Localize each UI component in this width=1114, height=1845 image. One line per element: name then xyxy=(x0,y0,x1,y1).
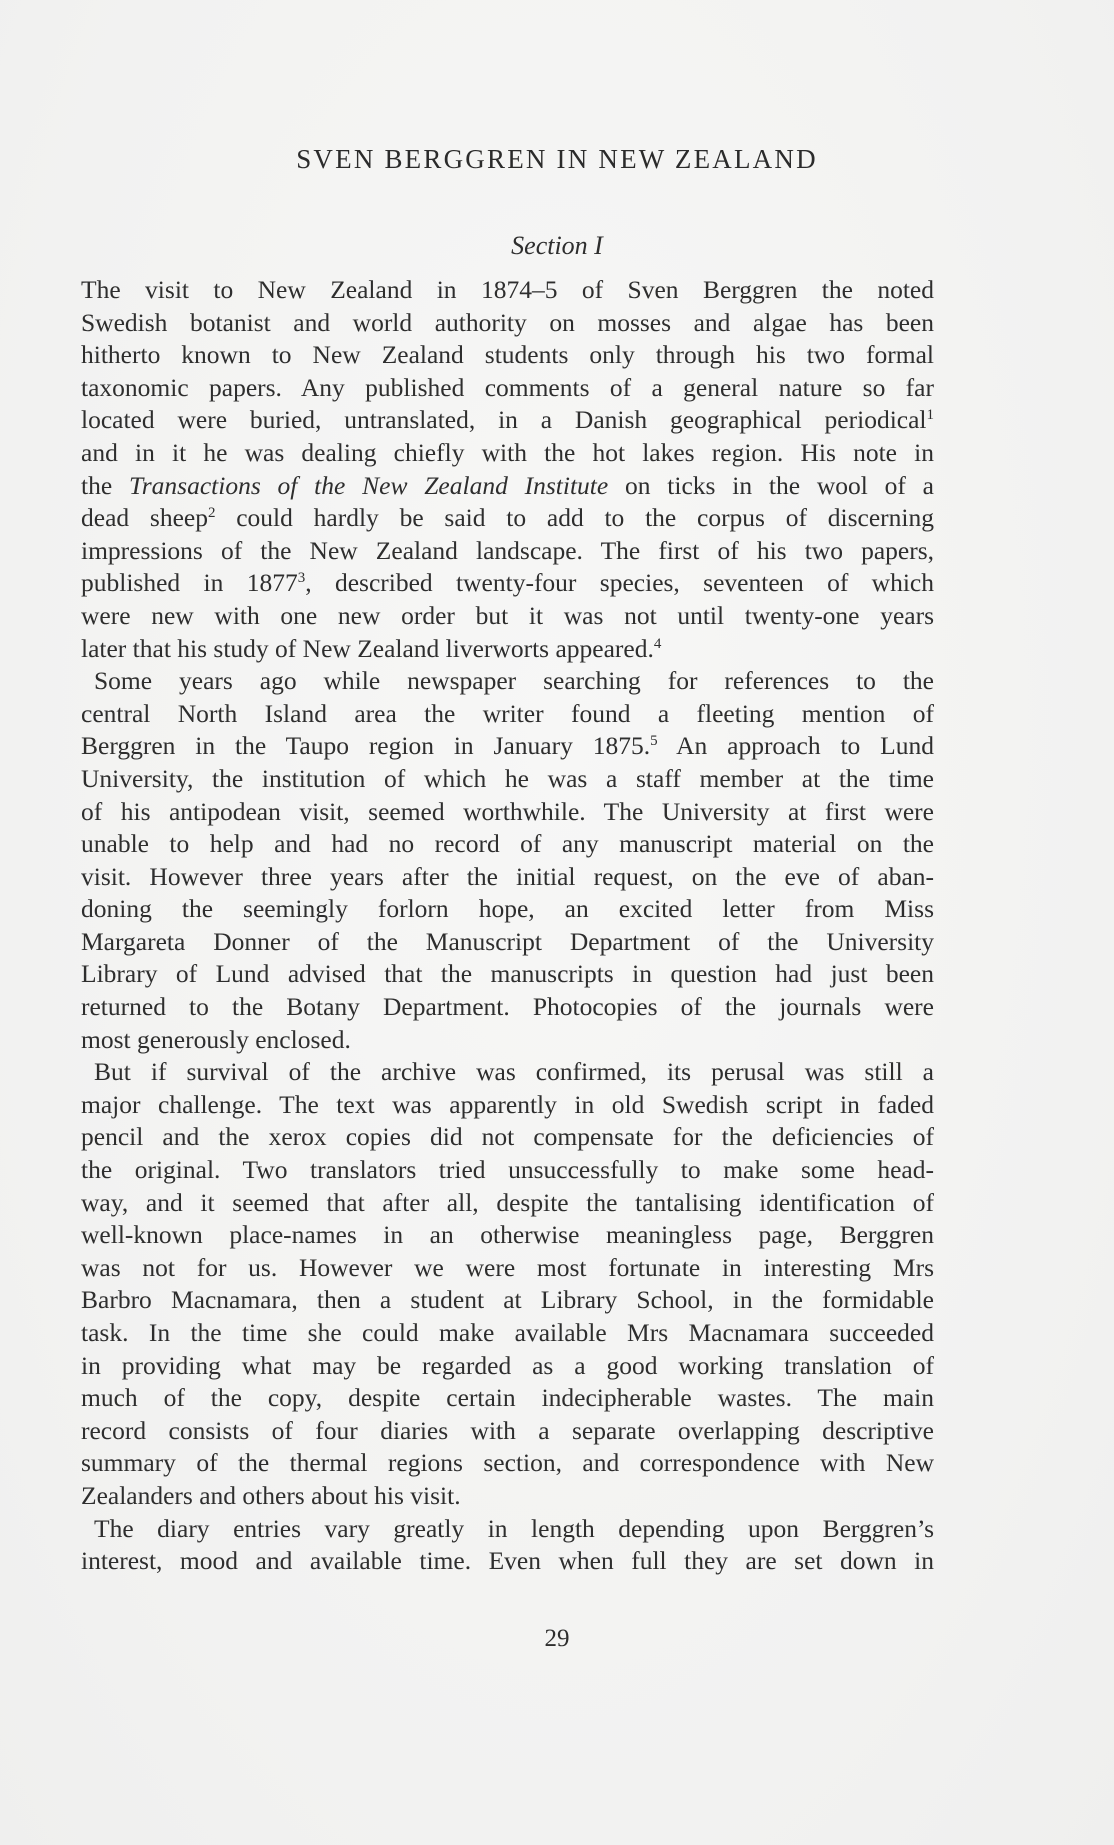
line-text: hitherto known to New Zealand students only through his two formal xyxy=(81,340,934,370)
text-line xyxy=(81,307,934,340)
text-line xyxy=(81,1350,934,1383)
line-text: record consists of four diaries with a separate overlapping descriptive xyxy=(81,1415,934,1445)
text-line xyxy=(81,828,934,861)
page-number: 29 xyxy=(544,1625,570,1652)
line-text: Margareta Donner of the Manuscript Department of the University xyxy=(81,926,934,956)
text-line xyxy=(81,502,934,535)
text-line xyxy=(81,470,934,503)
line-text: later that his study of New Zealand liverworts appeared. xyxy=(81,633,654,663)
line-text: much of the copy, despite certain indecipherable wastes. The main xyxy=(81,1383,934,1413)
text-line xyxy=(81,1121,934,1154)
line-text: unable to help and had no record of any manuscript material on the xyxy=(81,829,934,859)
line-text: Barbro Macnamara, then a student at Library School, in the formidable xyxy=(81,1285,934,1315)
line-text: on ticks in the wool of a xyxy=(608,470,934,500)
text-line xyxy=(81,1447,934,1480)
text-line xyxy=(81,1284,934,1317)
text-line xyxy=(81,535,934,568)
line-text: The visit to New Zealand in 1874–5 of Sven Berggren the noted xyxy=(81,275,934,304)
line-text: Swedish botanist and world authority on mosses and algae has been xyxy=(81,307,934,337)
line-text: doning the seemingly forlorn hope, an excited letter from Miss xyxy=(81,894,934,924)
body-text xyxy=(81,274,934,1578)
line-text: summary of the thermal regions section, and correspondence with New xyxy=(81,1448,934,1478)
text-line xyxy=(81,339,934,372)
journal-title-italic: Transactions of the New Zealand Institute xyxy=(128,470,609,500)
line-text: in providing what may be regarded as a good working translation of xyxy=(81,1350,934,1380)
text-line xyxy=(81,1089,934,1122)
text-line xyxy=(81,274,934,307)
text-line xyxy=(81,1317,934,1350)
line-text: of his antipodean visit, seemed worthwhile. The University at first were xyxy=(81,796,934,826)
text-line xyxy=(81,1415,934,1448)
text-line xyxy=(81,1219,934,1252)
line-text: University, the institution of which he was a staff member at the time xyxy=(81,763,934,793)
line-text: The diary entries vary greatly in length depending upon Berggren’s xyxy=(94,1513,934,1543)
text-line xyxy=(81,633,934,666)
line-text: interest, mood and available time. Even when full they are set down in xyxy=(81,1546,934,1576)
text-line xyxy=(81,893,934,926)
line-text: Zealanders and others about his visit. xyxy=(81,1480,461,1510)
line-text: and in it he was dealing chiefly with the hot lakes region. His note in xyxy=(81,437,934,467)
text-line xyxy=(81,958,934,991)
text-line xyxy=(81,665,934,698)
line-text: impressions of the New Zealand landscape. The first of his two papers, xyxy=(81,535,934,565)
section-heading: Section I xyxy=(511,231,603,260)
line-text: central North Island area the writer found a fleeting mention of xyxy=(81,698,934,728)
text-line xyxy=(81,600,934,633)
text-line xyxy=(81,1480,934,1513)
text-line xyxy=(81,437,934,470)
text-line xyxy=(81,372,934,405)
line-text: the xyxy=(81,470,129,500)
line-text: Berggren in the Taupo region in January 1875. xyxy=(81,731,651,761)
line-text: located were buried, untranslated, in a Danish geographical periodical xyxy=(81,405,927,435)
text-line xyxy=(81,1154,934,1187)
line-text: was not for us. However we were most fortunate in interesting Mrs xyxy=(81,1252,934,1282)
text-line xyxy=(81,763,934,796)
text-line xyxy=(81,1024,934,1057)
footnote-marker[interactable]: 2 xyxy=(207,505,216,522)
line-text: well-known place-names in an otherwise meaningless page, Berggren xyxy=(81,1220,934,1250)
text-line xyxy=(81,991,934,1024)
text-line xyxy=(81,404,934,437)
line-text: most generously enclosed. xyxy=(81,1024,351,1054)
text-line xyxy=(81,1056,934,1089)
text-line xyxy=(81,698,934,731)
line-text: returned to the Botany Department. Photocopies of the journals were xyxy=(81,992,934,1022)
footnote-marker[interactable]: 5 xyxy=(650,733,658,750)
text-line xyxy=(81,730,934,763)
text-line xyxy=(81,567,934,600)
line-text: task. In the time she could make available Mrs Macnamara succeeded xyxy=(81,1318,934,1347)
line-text: visit. However three years after the initial request, on the eve of aban- xyxy=(81,861,934,891)
text-line xyxy=(81,861,934,894)
line-text: An approach to Lund xyxy=(657,731,934,761)
text-line xyxy=(81,796,934,829)
line-text: the original. Two translators tried unsuccessfully to make some head- xyxy=(81,1155,934,1185)
footnote-marker[interactable]: 4 xyxy=(653,635,662,652)
line-text: taxonomic papers. Any published comments of a general nature so far xyxy=(81,372,934,402)
text-line xyxy=(81,1545,934,1578)
line-text: Library of Lund advised that the manuscripts in question had just been xyxy=(81,959,934,989)
line-text: , described twenty-four species, seventeen of which xyxy=(305,568,934,598)
text-line xyxy=(81,1513,934,1546)
text-line xyxy=(81,1252,934,1285)
line-text: But if survival of the archive was confirmed, its perusal was still a xyxy=(94,1057,934,1087)
text-line xyxy=(81,1187,934,1220)
line-text: Some years ago while newspaper searching for references to the xyxy=(94,666,934,696)
line-text: published in 1877 xyxy=(81,568,298,598)
text-line xyxy=(81,926,934,959)
text-line xyxy=(81,1382,934,1415)
footnote-marker[interactable]: 1 xyxy=(926,407,934,424)
footnote-marker[interactable]: 3 xyxy=(297,570,306,587)
line-text: major challenge. The text was apparently in old Swedish script in faded xyxy=(81,1089,934,1119)
line-text: way, and it seemed that after all, despite the tantalising identification of xyxy=(81,1187,934,1217)
line-text: were new with one new order but it was not until twenty-one years xyxy=(81,600,934,630)
line-text: could hardly be said to add to the corpus of discerning xyxy=(215,503,934,533)
chapter-title: SVEN BERGGREN IN NEW ZEALAND xyxy=(296,144,818,174)
line-text: pencil and the xerox copies did not compensate for the deficiencies of xyxy=(81,1122,934,1152)
line-text: dead sheep xyxy=(81,503,208,533)
